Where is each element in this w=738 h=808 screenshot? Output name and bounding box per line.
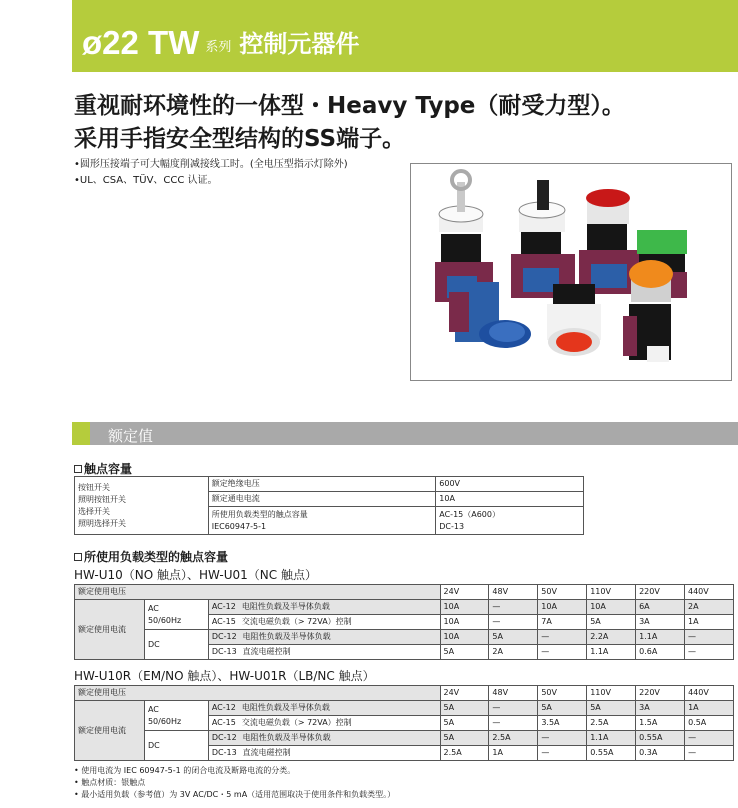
category-desc: 电阻性负载及半导体负载: [241, 703, 330, 712]
category-desc: 电阻性负载及半导体负载: [242, 733, 331, 742]
rating-value: 2A: [489, 645, 538, 660]
switch-types-cell: 按钮开关 照明按钮开关 选择开关 照明选择开关: [75, 477, 209, 535]
rating-value: 1A: [685, 615, 734, 630]
category-code: DC-13: [211, 748, 237, 757]
category-desc: 电阻性负载及半导体负载: [241, 602, 330, 611]
rating-value: 5A: [440, 716, 489, 731]
bullet-item: •UL、CSA、TÜV、CCC 认证。: [74, 175, 218, 186]
title-main: ø22 TW: [82, 24, 200, 61]
rating-value: 6A: [636, 600, 685, 615]
footnote: • 最小适用负载（参考值）为 3V AC/DC・5 mA（适用范围取决于使用条件和负载类型。）: [74, 790, 396, 799]
section-header: [72, 422, 738, 445]
category-desc: 电阻性负载及半导体负载: [242, 632, 331, 641]
rating-value: 1A: [489, 746, 538, 761]
rating-value: 5A: [587, 615, 636, 630]
table-cell-label: 额定绝缘电压: [208, 477, 436, 492]
table-row: [75, 731, 734, 746]
category-desc: 交流电磁负载（> 72VA）控制: [241, 617, 352, 626]
voltage-header: 50V: [538, 686, 587, 701]
rating-value: 0.6A: [636, 645, 685, 660]
feature-bullets: [74, 157, 348, 189]
category-code: DC-12: [211, 632, 237, 641]
table-1-title: HW-U10（NO 触点）、HW-U01（NC 触点）: [74, 568, 317, 582]
voltage-header: 440V: [685, 585, 734, 600]
checkbox-square-icon: [74, 465, 82, 473]
voltage-header: 48V: [489, 686, 538, 701]
product-illustration: [411, 164, 732, 381]
voltage-header: 220V: [636, 585, 685, 600]
rating-value: —: [489, 701, 538, 716]
rating-table-2: [74, 685, 734, 761]
category-code: AC-12: [211, 703, 236, 712]
category-desc: 直流电磁控制: [242, 748, 291, 757]
load-capacity-title: 所使用负载类型的触点容量: [74, 548, 228, 565]
category-desc: 直流电磁控制: [242, 647, 291, 656]
voltage-header: 24V: [440, 686, 489, 701]
voltage-header: 220V: [636, 686, 685, 701]
rating-value: 5A: [538, 701, 587, 716]
table-row: [75, 701, 734, 716]
category-cell: [208, 701, 440, 716]
rating-value: 0.3A: [636, 746, 685, 761]
category-code: DC-13: [211, 647, 237, 656]
rating-value: —: [538, 731, 587, 746]
current-label: 额定使用电流: [75, 701, 145, 761]
rating-value: —: [538, 630, 587, 645]
rating-value: 10A: [440, 630, 489, 645]
table-row: [75, 600, 734, 615]
table-cell-label: 所使用负载类型的触点容量 IEC60947-5-1: [208, 507, 436, 535]
title-cn: 控制元器件: [239, 30, 360, 58]
checkbox-square-icon: [74, 553, 82, 561]
rating-value: —: [685, 731, 734, 746]
category-code: AC-12: [211, 602, 236, 611]
rating-value: 5A: [440, 731, 489, 746]
rating-value: 7A: [538, 615, 587, 630]
rating-value: 5A: [587, 701, 636, 716]
rating-value: 2A: [685, 600, 734, 615]
rating-table-1: [74, 584, 734, 660]
table-cell-label: 额定通电电流: [208, 492, 436, 507]
category-cell: [208, 716, 440, 731]
voltage-header: 440V: [685, 686, 734, 701]
rating-value: 2.5A: [587, 716, 636, 731]
ac-label: AC 50/60Hz: [144, 600, 208, 630]
rating-value: —: [685, 645, 734, 660]
category-cell: [208, 600, 440, 615]
voltage-header: 48V: [489, 585, 538, 600]
headline-line-1: 重视耐环境性的一体型・Heavy Type（耐受力型）。: [74, 93, 625, 119]
category-code: AC-15: [211, 718, 236, 727]
rating-value: —: [538, 645, 587, 660]
category-cell: [208, 630, 440, 645]
current-label: 额定使用电流: [75, 600, 145, 660]
rating-value: —: [489, 615, 538, 630]
title-series: 系列: [205, 40, 232, 55]
rating-value: 1.1A: [587, 731, 636, 746]
table-header-row: [75, 686, 734, 701]
category-code: DC-12: [211, 733, 237, 742]
rating-value: 2.5A: [440, 746, 489, 761]
rating-value: 0.55A: [587, 746, 636, 761]
category-cell: [208, 645, 440, 660]
rating-value: 5A: [440, 645, 489, 660]
dc-label: DC: [144, 731, 208, 761]
rating-value: 2.5A: [489, 731, 538, 746]
header-voltage-label: 额定使用电压: [75, 686, 441, 701]
footnotes: [74, 765, 395, 801]
rating-value: —: [489, 716, 538, 731]
category-cell: [208, 746, 440, 761]
rating-value: 2.2A: [587, 630, 636, 645]
rating-value: 0.55A: [636, 731, 685, 746]
rating-value: —: [538, 746, 587, 761]
rating-value: 5A: [489, 630, 538, 645]
category-code: AC-15: [211, 617, 236, 626]
footnote: • 触点材质：银触点: [74, 778, 146, 787]
page-title: [82, 24, 359, 62]
rating-value: 3.5A: [538, 716, 587, 731]
rating-value: 3A: [636, 701, 685, 716]
rating-value: 10A: [440, 600, 489, 615]
category-desc: 交流电磁负载（> 72VA）控制: [241, 718, 352, 727]
rating-value: —: [489, 600, 538, 615]
table-cell-value: 10A: [436, 492, 584, 507]
table-cell-value: AC-15（A600） DC-13: [436, 507, 584, 535]
voltage-header: 24V: [440, 585, 489, 600]
header-voltage-label: 额定使用电压: [75, 585, 441, 600]
voltage-header: 110V: [587, 686, 636, 701]
contact-capacity-table: [74, 476, 584, 535]
rating-value: 10A: [587, 600, 636, 615]
headline-line-2: 采用手指安全型结构的SS端子。: [74, 126, 406, 152]
rating-value: 1.5A: [636, 716, 685, 731]
table-row: [75, 630, 734, 645]
category-cell: [208, 731, 440, 746]
voltage-header: 110V: [587, 585, 636, 600]
voltage-header: 50V: [538, 585, 587, 600]
rating-value: 10A: [538, 600, 587, 615]
rating-value: 10A: [440, 615, 489, 630]
rating-value: 3A: [636, 615, 685, 630]
product-photo: [410, 163, 732, 381]
category-cell: [208, 615, 440, 630]
rating-value: 0.5A: [685, 716, 734, 731]
bullet-item: •圆形压接端子可大幅度削减接线工时。(全电压型指示灯除外): [74, 159, 348, 170]
table-cell-value: 600V: [436, 477, 584, 492]
table-header-row: [75, 585, 734, 600]
ac-label: AC 50/60Hz: [144, 701, 208, 731]
rating-value: 5A: [440, 701, 489, 716]
rating-value: 1.1A: [636, 630, 685, 645]
rating-value: —: [685, 746, 734, 761]
section-accent: [72, 422, 90, 445]
rating-value: 1.1A: [587, 645, 636, 660]
section-title: 额定值: [108, 427, 154, 445]
rating-value: —: [685, 630, 734, 645]
contact-capacity-title: 触点容量: [74, 460, 132, 477]
table-2-title: HW-U10R（EM/NO 触点）、HW-U01R（LB/NC 触点）: [74, 669, 375, 683]
rating-value: 1A: [685, 701, 734, 716]
dc-label: DC: [144, 630, 208, 660]
footnote: • 使用电流为 IEC 60947-5-1 的闭合电流及断路电流的分类。: [74, 766, 296, 775]
headline: [74, 90, 625, 156]
